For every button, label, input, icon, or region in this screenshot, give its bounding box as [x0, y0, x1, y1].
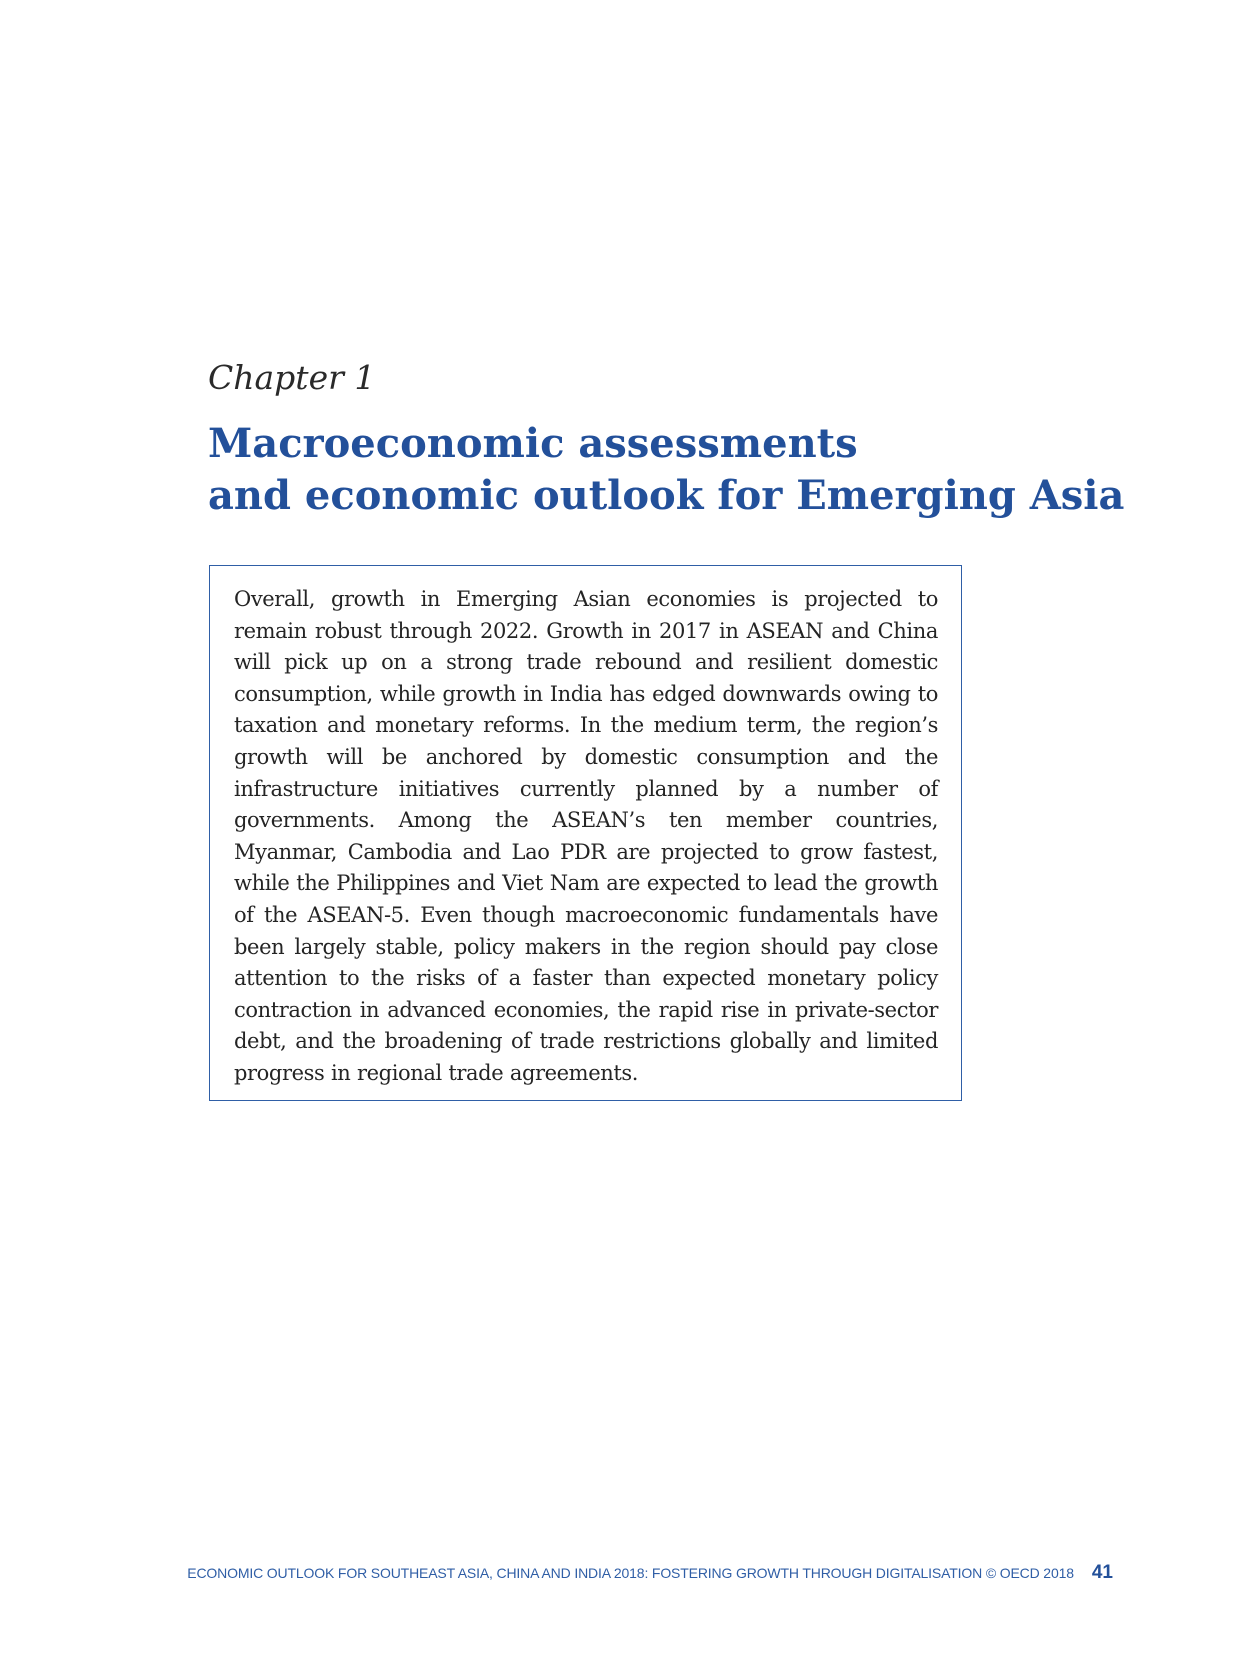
page-footer [187, 1562, 1113, 1584]
chapter-title-line-1: Macroeconomic assessments [208, 420, 858, 467]
chapter-summary-box [209, 565, 962, 1101]
chapter-title-line-2: and economic outlook for Emerging Asia [208, 472, 1125, 519]
footer-publication-title: ECONOMIC OUTLOOK FOR SOUTHEAST ASIA, CHINA AND INDIA 2018: FOSTERING GROWTH THROUGH DIGITALISATION © OECD 2018 [187, 1565, 1074, 1581]
chapter-title [208, 418, 1125, 522]
chapter-label: Chapter 1 [208, 358, 376, 397]
chapter-summary-text: Overall, growth in Emerging Asian economies is projected to remain robust through 2022. Growth in 2017 in ASEAN and China will pick up on a strong trade rebound and resilient domestic consumption, while growth in India has edged downwards owing to taxation and monetary reforms. In the medium term, the region’s growth will be anchored by domestic consumption and the infrastructure initiatives currently planned by a number of governments. Among the ASEAN’s ten member countries, Myanmar, Cambodia and Lao PDR are projected to grow fastest, while the Philippines and Viet Nam are expected to lead the growth of the ASEAN-5. Even though macroeconomic fundamentals have been largely stable, policy makers in the region should pay close attention to the risks of a faster than expected monetary policy contraction in advanced economies, the rapid rise in private-sector debt, and the broadening of trade restrictions globally and limited progress in regional trade agreements. [234, 587, 938, 1085]
page-number: 41 [1091, 1562, 1113, 1583]
